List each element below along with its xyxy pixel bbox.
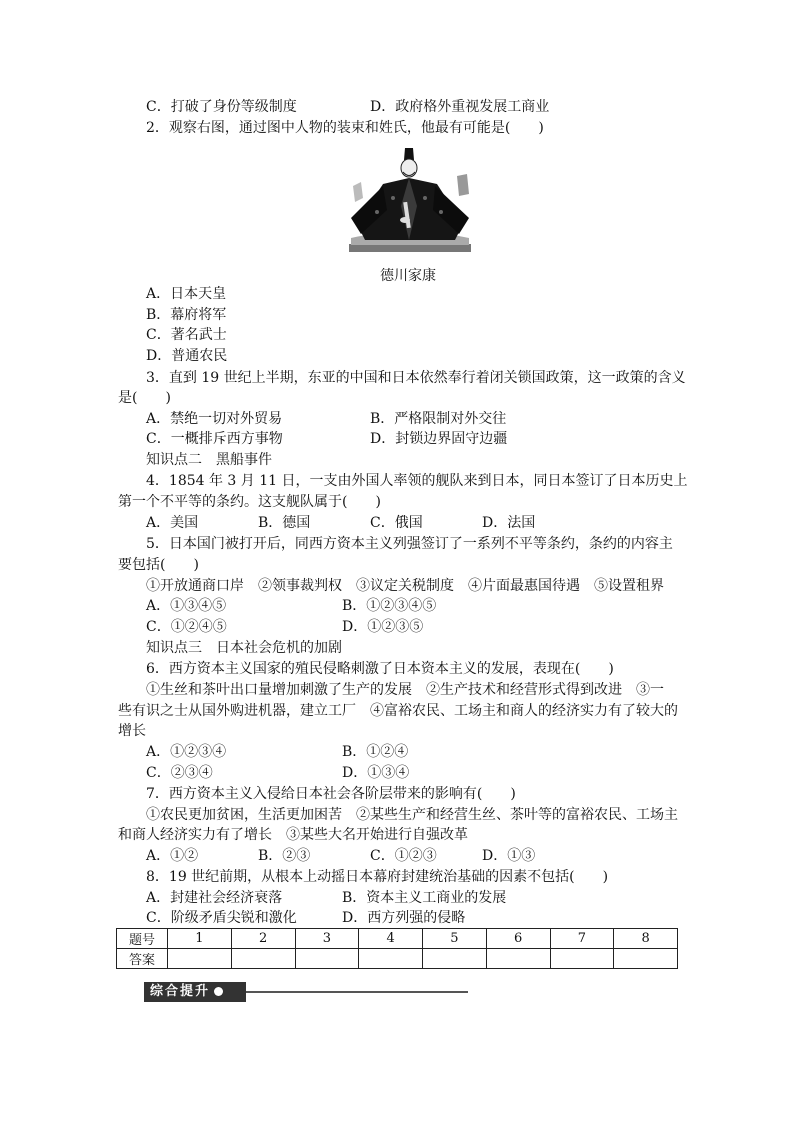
figure-caption: 德川家康 (380, 268, 436, 284)
q3-stem-line1: 3．直到 19 世纪上半期，东亚的中国和日本依然奉行着闭关锁国政策，这一政策的含义 (146, 370, 686, 386)
q4-stem-line2: 第一个不平等的条约。这支舰队属于( ) (118, 494, 381, 510)
q2-option-a: A．日本天皇 (146, 286, 227, 302)
q4-stem-line1: 4．1854 年 3 月 11 日，一支由外国人率领的舰队来到日本，同日本签订了日本历史上 (146, 473, 688, 489)
answer-cell[interactable] (231, 949, 295, 969)
q2-option-d: D．普通农民 (146, 348, 228, 364)
q3-option-c: C．一概排斥西方事物 (146, 431, 283, 447)
section-banner (144, 982, 468, 1002)
q5-stem-line1: 5．日本国门被打开后，同西方资本主义列强签订了一系列不平等条约，条约的内容主 (146, 536, 673, 552)
question-number-cell: 5 (423, 929, 487, 949)
section-banner-label (144, 982, 246, 1002)
question-number-cell: 6 (486, 929, 550, 949)
q7-option-b: B．②③ (258, 848, 311, 864)
q5-option-d: D．①②③⑤ (342, 619, 424, 635)
q5-stem-line2: 要包括( ) (118, 557, 199, 573)
q6-option-c: C．②③④ (146, 765, 213, 781)
knowledge-point-3-heading: 知识点三 日本社会危机的加剧 (146, 640, 342, 656)
q3-option-d: D．封锁边界固守边疆 (370, 431, 508, 447)
question-number-cell: 3 (295, 929, 359, 949)
section-divider (246, 991, 468, 993)
table-row-answers (117, 949, 678, 969)
table-row-numbers (117, 929, 678, 949)
answer-cell[interactable] (550, 949, 614, 969)
q8-option-a: A．封建社会经济衰落 (146, 890, 283, 906)
row-label-answer: 答案 (117, 949, 168, 969)
knowledge-point-2-heading: 知识点二 黑船事件 (146, 452, 272, 468)
q5-option-c: C．①②④⑤ (146, 619, 227, 635)
q8-option-d: D．西方列强的侵略 (342, 910, 466, 926)
q2-option-c: C．著名武士 (146, 327, 227, 343)
q6-stem: 6．西方资本主义国家的殖民侵略刺激了日本资本主义的发展，表现在( ) (146, 661, 614, 677)
q8-stem: 8．19 世纪前期，从根本上动摇日本幕府封建统治基础的因素不包括( ) (146, 869, 609, 885)
answer-cell[interactable] (423, 949, 487, 969)
q7-option-c: C．①②③ (370, 848, 437, 864)
q8-option-b: B．资本主义工商业的发展 (342, 890, 507, 906)
q7-stem: 7．西方资本主义入侵给日本社会各阶层带来的影响有( ) (146, 786, 516, 802)
bullet-dot-icon (214, 987, 223, 996)
question-number-cell: 8 (614, 929, 678, 949)
q6-items-line1: ①生丝和茶叶出口量增加刺激了生产的发展 ②生产技术和经营形式得到改进 ③一 (146, 682, 664, 698)
q2-stem: 2．观察右图，通过图中人物的装束和姓氏，他最有可能是( ) (146, 120, 544, 136)
q4-option-d: D．法国 (482, 515, 536, 531)
question-number-cell: 7 (550, 929, 614, 949)
section-banner-text: 综合提升 (150, 984, 211, 999)
q6-items-line2: 些有识之士从国外购进机器，建立工厂 ④富裕农民、工场主和商人的经济实力有了较大的 (118, 703, 678, 719)
question-number-cell: 1 (168, 929, 232, 949)
question-number-cell: 4 (359, 929, 423, 949)
q3-option-b: B．严格限制对外交往 (370, 411, 507, 427)
q5-items: ①开放通商口岸 ②领事裁判权 ③议定关税制度 ④片面最惠国待遇 ⑤设置租界 (146, 578, 664, 594)
q5-option-a: A．①③④⑤ (146, 598, 227, 614)
q4-option-b: B．德国 (258, 515, 311, 531)
answer-cell[interactable] (614, 949, 678, 969)
q2-option-b: B．幕府将军 (146, 307, 227, 323)
question-number-cell: 2 (231, 929, 295, 949)
q1-option-c: C．打破了身份等级制度 (146, 99, 297, 115)
answer-cell[interactable] (486, 949, 550, 969)
q5-option-b: B．①②③④⑤ (342, 598, 437, 614)
q8-option-c: C．阶级矛盾尖锐和激化 (146, 910, 297, 926)
q1-option-d: D．政府格外重视发展工商业 (370, 99, 550, 115)
q6-option-b: B．①②④ (342, 744, 409, 760)
answer-cell[interactable] (359, 949, 423, 969)
q6-option-a: A．①②③④ (146, 744, 227, 760)
q7-items-line2: 和商人经济实力有了增长 ③某些大名开始进行自强改革 (118, 827, 468, 843)
q4-option-a: A．美国 (146, 515, 199, 531)
q7-option-d: D．①③ (482, 848, 536, 864)
q6-option-d: D．①③④ (342, 765, 410, 781)
q7-items-line1: ①农民更加贫困，生活更加困苦 ②某些生产和经营生丝、茶叶等的富裕农民、工场主 (146, 807, 678, 823)
answer-cell[interactable] (168, 949, 232, 969)
tokugawa-portrait-image (347, 146, 473, 254)
row-label-question-number: 题号 (117, 929, 168, 949)
q7-option-a: A．①② (146, 848, 199, 864)
answer-cell[interactable] (295, 949, 359, 969)
q6-items-line3: 增长 (118, 723, 146, 739)
q3-stem-line2: 是( ) (118, 390, 171, 406)
answer-table (116, 928, 678, 969)
q4-option-c: C．俄国 (370, 515, 423, 531)
q3-option-a: A．禁绝一切对外贸易 (146, 411, 283, 427)
